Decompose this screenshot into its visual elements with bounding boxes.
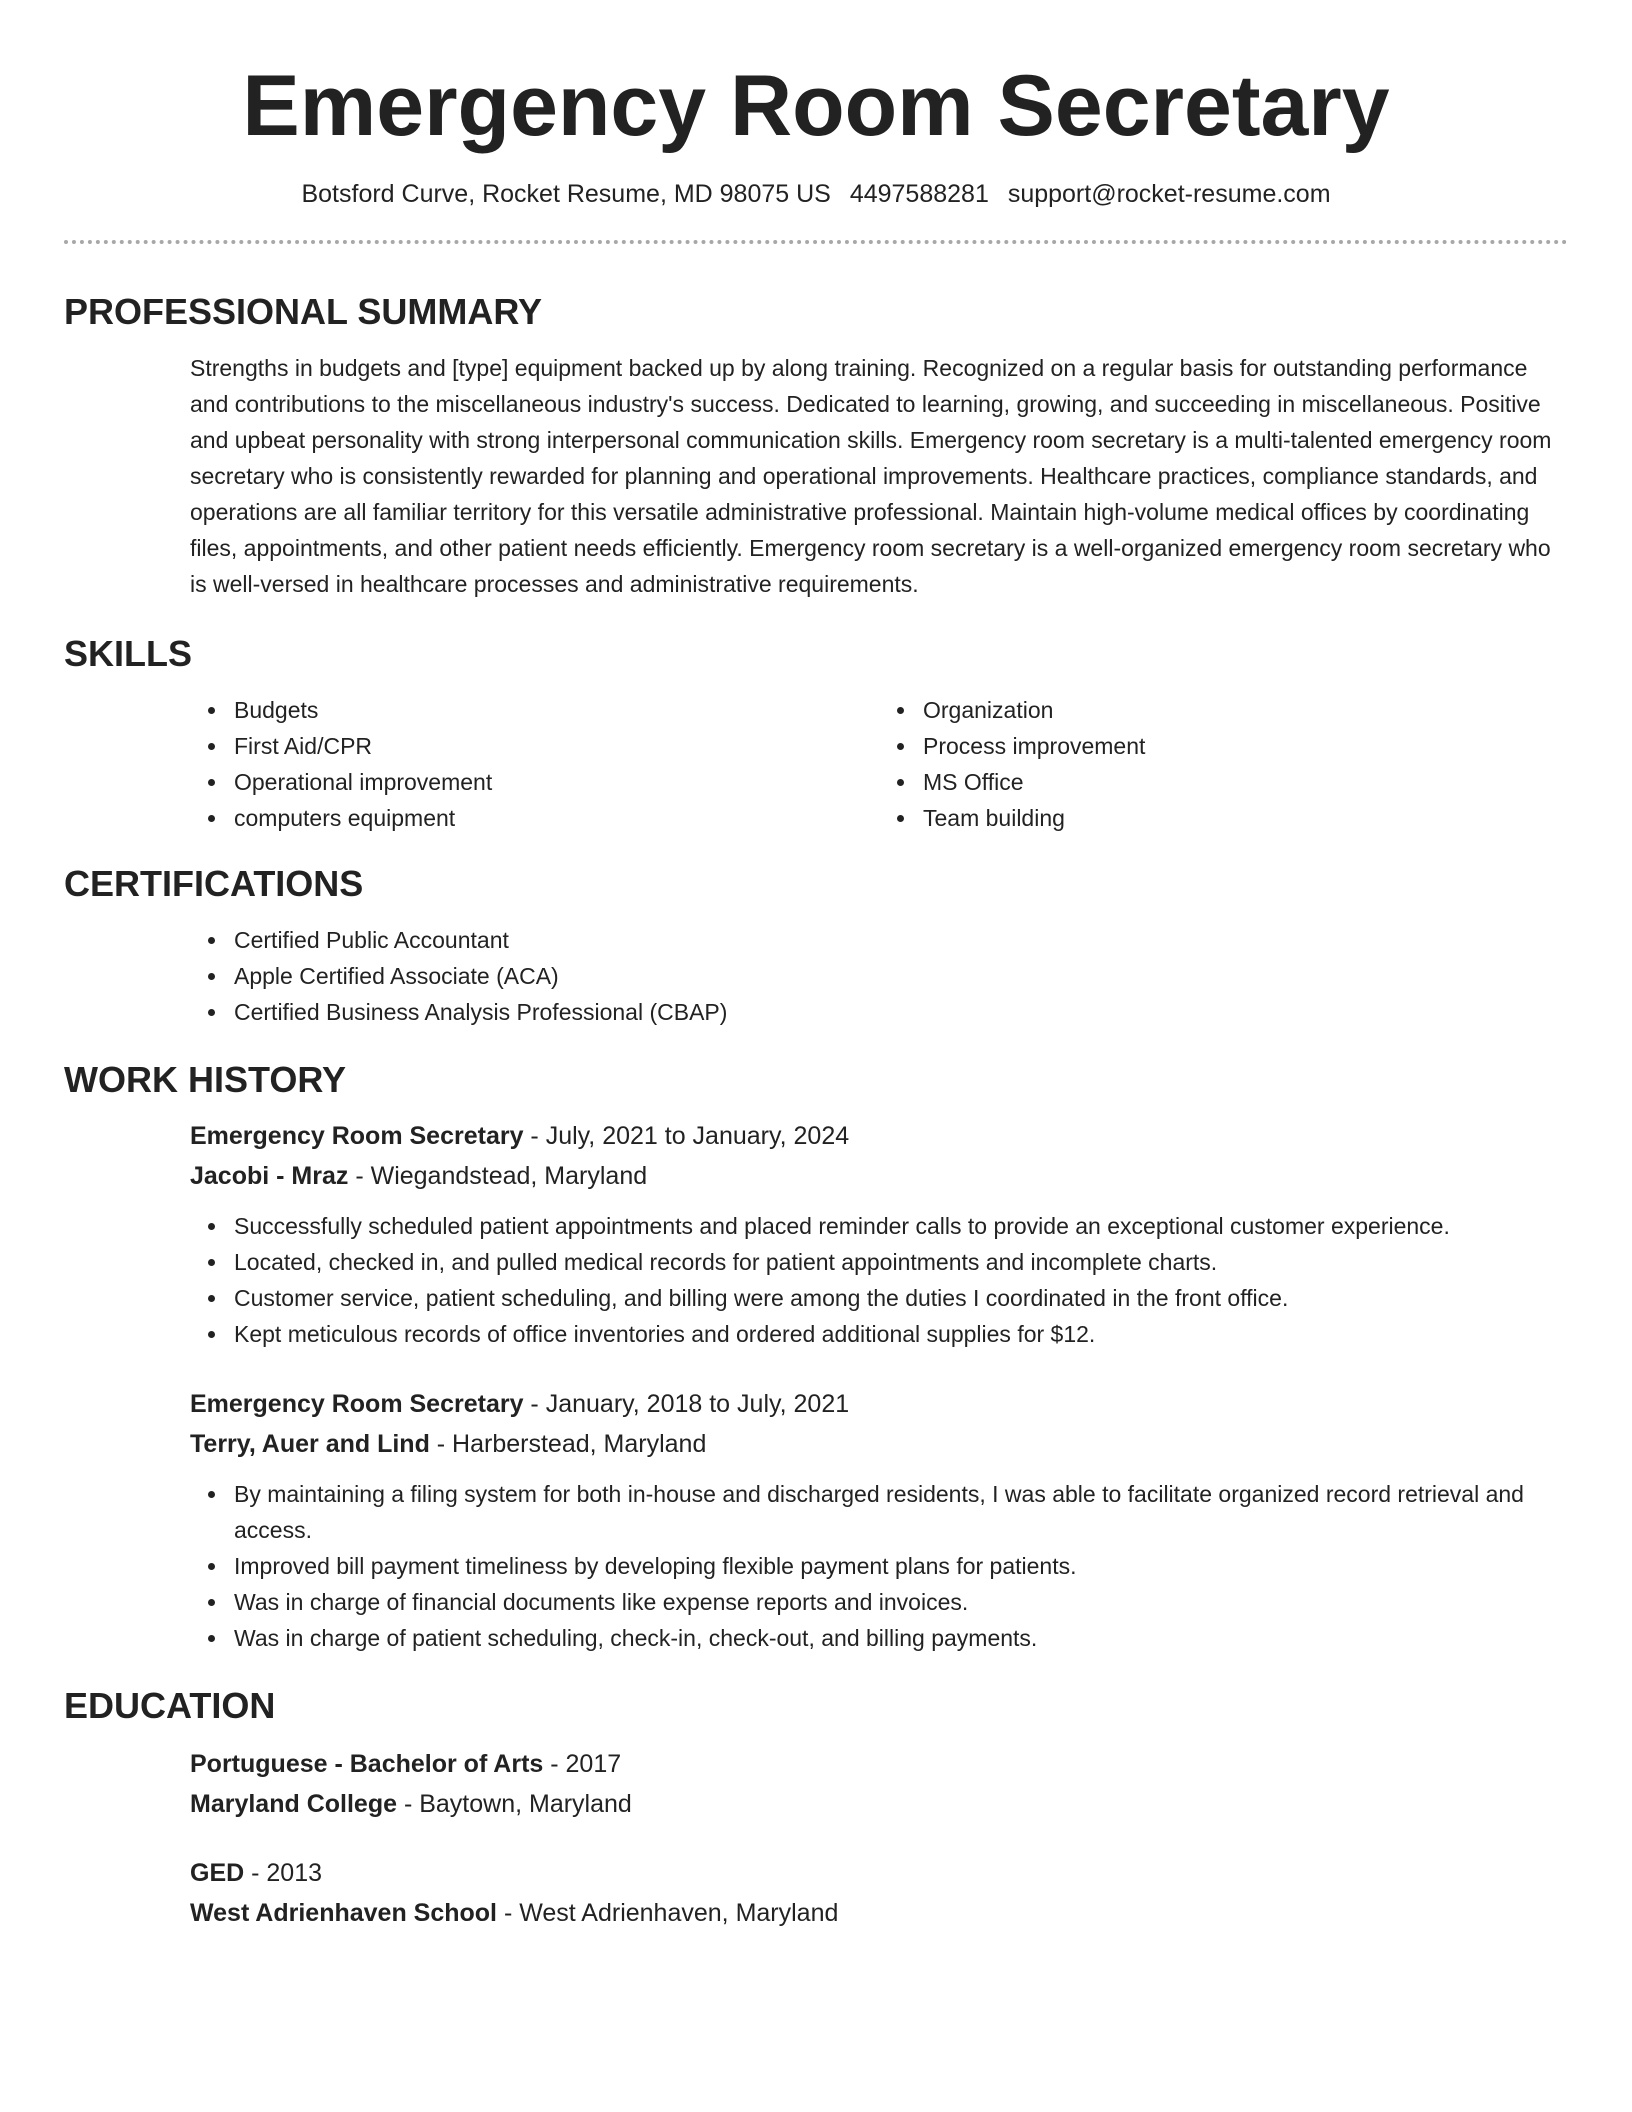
job-company-line xyxy=(190,1424,1568,1464)
job-title-line xyxy=(190,1116,1568,1156)
contact-phone: 4497588281 xyxy=(849,180,989,208)
job-bullet: Was in charge of patient scheduling, check-in, check-out, and billing payments. xyxy=(234,1620,1568,1656)
skills-list-right xyxy=(879,692,1568,836)
education-degree-line xyxy=(190,1853,1568,1893)
skill-item: Organization xyxy=(923,692,1568,728)
job-dates: - July, 2021 to January, 2024 xyxy=(523,1122,850,1150)
job-bullet: Located, checked in, and pulled medical records for patient appointments and incomplete charts. xyxy=(234,1244,1568,1280)
job-bullet: Successfully scheduled patient appointments and placed reminder calls to provide an exceptional customer experience. xyxy=(234,1208,1568,1244)
summary-section xyxy=(190,350,1568,602)
job-bullet: Improved bill payment timeliness by developing flexible payment plans for patients. xyxy=(234,1548,1568,1584)
skill-item: Process improvement xyxy=(923,728,1568,764)
skill-item: First Aid/CPR xyxy=(234,728,879,764)
header-divider xyxy=(64,240,1568,244)
contact-email: support@rocket-resume.com xyxy=(1007,180,1331,208)
education-location: - Baytown, Maryland xyxy=(397,1790,632,1818)
skill-item: Team building xyxy=(923,800,1568,836)
job-title-line xyxy=(190,1384,1568,1424)
job-location: - Wiegandstead, Maryland xyxy=(348,1162,648,1190)
job-bullet: Kept meticulous records of office inventories and ordered additional supplies for $12. xyxy=(234,1316,1568,1352)
work-history-heading: WORK HISTORY xyxy=(64,1059,347,1100)
job-role: Emergency Room Secretary xyxy=(190,1390,524,1418)
resume-name: Emergency Room Secretary xyxy=(242,58,1390,154)
job-bullet: By maintaining a filing system for both in-house and discharged residents, I was able to facilitate organized record retrieval and access. xyxy=(234,1476,1568,1548)
job-location: - Harberstead, Maryland xyxy=(429,1430,707,1458)
certification-item: Apple Certified Associate (ACA) xyxy=(234,958,1568,994)
education-section xyxy=(190,1744,1568,1933)
education-degree: GED xyxy=(190,1859,245,1887)
certification-item: Certified Public Accountant xyxy=(234,922,1568,958)
certifications-list xyxy=(190,922,1568,1030)
education-degree-line xyxy=(190,1744,1568,1784)
work-history-section xyxy=(190,1116,1568,1656)
skills-heading: SKILLS xyxy=(64,633,193,674)
education-entry xyxy=(190,1853,1568,1933)
job-bullet: Was in charge of financial documents like expense reports and invoices. xyxy=(234,1584,1568,1620)
certifications-heading: CERTIFICATIONS xyxy=(64,863,364,904)
job-entry xyxy=(190,1116,1568,1352)
job-bullets xyxy=(190,1208,1568,1352)
education-year: - 2017 xyxy=(543,1750,622,1778)
certification-item: Certified Business Analysis Professional (CBAP) xyxy=(234,994,1568,1030)
education-school: Maryland College xyxy=(190,1790,397,1818)
resume-page xyxy=(64,0,1568,1933)
job-company-line xyxy=(190,1156,1568,1196)
job-company: Jacobi - Mraz xyxy=(190,1162,349,1190)
education-degree: Portuguese - Bachelor of Arts xyxy=(190,1750,544,1778)
education-heading: EDUCATION xyxy=(64,1685,276,1726)
skill-item: computers equipment xyxy=(234,800,879,836)
contact-address: Botsford Curve, Rocket Resume, MD 98075 US xyxy=(301,180,831,208)
job-dates: - January, 2018 to July, 2021 xyxy=(523,1390,850,1418)
education-school-line xyxy=(190,1893,1568,1933)
summary-heading: PROFESSIONAL SUMMARY xyxy=(64,291,543,332)
education-school-line xyxy=(190,1784,1568,1824)
summary-text: Strengths in budgets and [type] equipment backed up by along training. Recognized on a regular basis for outstanding performance and contributions to the miscellaneous industry's success. Dedicated to learning, growing, and succeeding in miscellaneous. Positive and upbeat personality with strong interpersonal communication skills. Emergency room secretary is a multi-talented emergency room secretary who is consistently rewarded for planning and operational improvements. Healthcare practices, compliance standards, and operations are all familiar territory for this versatile administrative professional. Maintain high-volume medical offices by coordinating files, appointments, and other patient needs efficiently. Emergency room secretary is a well-organized emergency room secretary who is well-versed in healthcare processes and administrative requirements. xyxy=(190,355,1552,597)
contact-line xyxy=(64,178,1568,210)
skills-list-left xyxy=(190,692,879,836)
education-entry xyxy=(190,1744,1568,1824)
certifications-section xyxy=(190,922,1568,1030)
skill-item: Budgets xyxy=(234,692,879,728)
skill-item: Operational improvement xyxy=(234,764,879,800)
skills-section xyxy=(190,692,1568,836)
education-location: - West Adrienhaven, Maryland xyxy=(497,1899,839,1927)
job-bullet: Customer service, patient scheduling, and billing were among the duties I coordinated in the front office. xyxy=(234,1280,1568,1316)
education-year: - 2013 xyxy=(244,1859,323,1887)
job-entry xyxy=(190,1384,1568,1656)
job-role: Emergency Room Secretary xyxy=(190,1122,524,1150)
job-bullets xyxy=(190,1476,1568,1656)
job-company: Terry, Auer and Lind xyxy=(190,1430,430,1458)
education-school: West Adrienhaven School xyxy=(190,1899,498,1927)
skill-item: MS Office xyxy=(923,764,1568,800)
